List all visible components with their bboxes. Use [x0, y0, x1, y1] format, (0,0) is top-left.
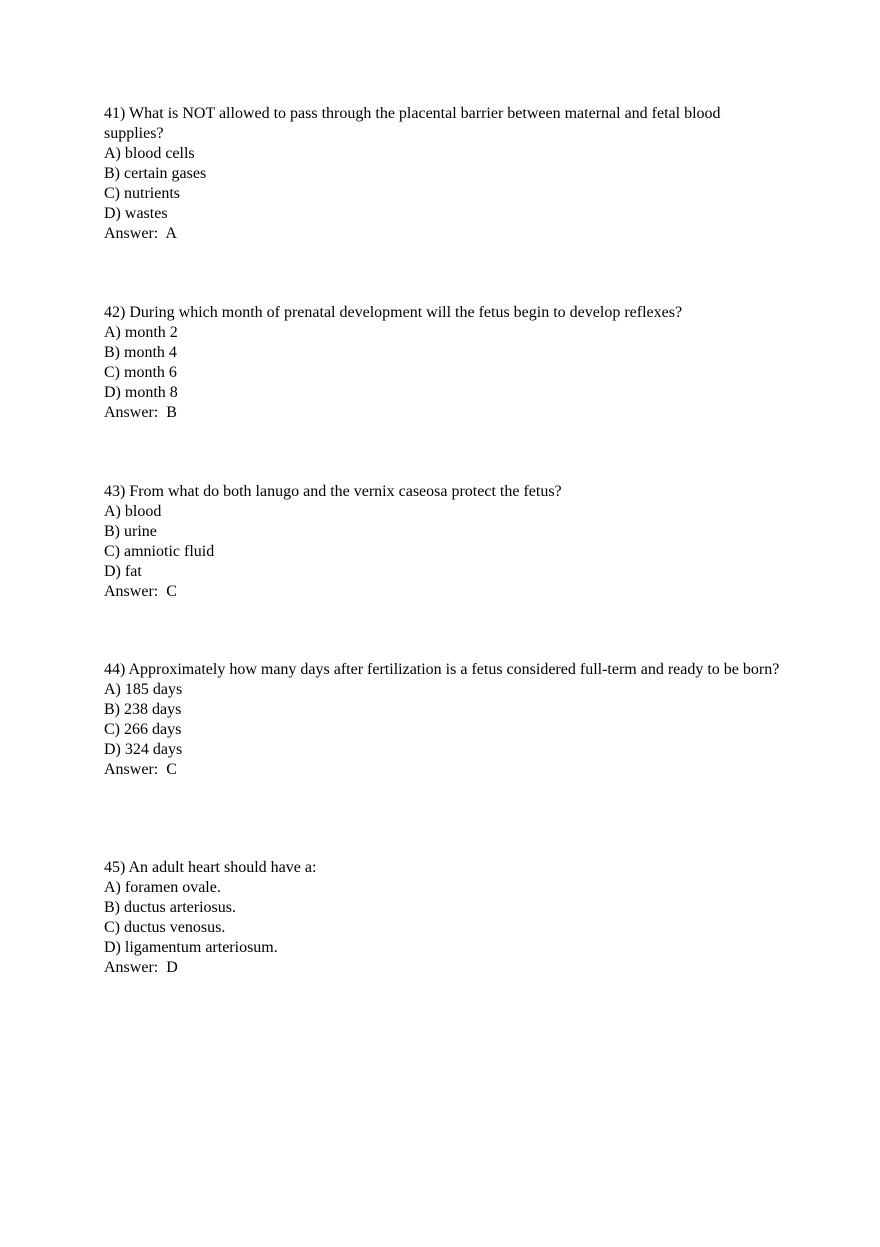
option-a: A) foramen ovale.: [104, 879, 221, 896]
question-prompt: 44) Approximately how many days after fertilization is a fetus considered full-term and ready to be born?: [104, 661, 780, 678]
question-prompt: 45) An adult heart should have a:: [104, 859, 317, 876]
option-d: D) month 8: [104, 384, 178, 401]
answer-line: Answer: B: [104, 404, 177, 421]
option-a: A) month 2: [104, 324, 178, 341]
question-prompt: 42) During which month of prenatal development will the fetus begin to develop reflexes?: [104, 304, 683, 321]
option-d: D) fat: [104, 563, 142, 580]
option-b: B) ductus arteriosus.: [104, 899, 236, 916]
option-b: B) certain gases: [104, 165, 207, 182]
answer-line: Answer: C: [104, 583, 177, 600]
question-43: [104, 482, 784, 602]
option-b: B) urine: [104, 523, 157, 540]
option-a: A) blood cells: [104, 145, 195, 162]
option-a: A) blood: [104, 503, 162, 520]
question-prompt: 41) What is NOT allowed to pass through the placental barrier between maternal and fetal blood supplies?: [104, 105, 725, 142]
option-c: C) amniotic fluid: [104, 543, 215, 560]
option-b: B) month 4: [104, 344, 177, 361]
option-d: D) wastes: [104, 205, 168, 222]
option-c: C) 266 days: [104, 721, 182, 738]
answer-line: Answer: D: [104, 959, 178, 976]
answer-line: Answer: A: [104, 225, 177, 242]
option-c: C) month 6: [104, 364, 177, 381]
option-c: C) nutrients: [104, 185, 180, 202]
answer-line: Answer: C: [104, 761, 177, 778]
option-d: D) 324 days: [104, 741, 183, 758]
question-44: [104, 660, 784, 780]
option-a: A) 185 days: [104, 681, 183, 698]
question-prompt: 43) From what do both lanugo and the vernix caseosa protect the fetus?: [104, 483, 562, 500]
question-42: [104, 303, 784, 423]
option-c: C) ductus venosus.: [104, 919, 226, 936]
option-b: B) 238 days: [104, 701, 182, 718]
question-41: [104, 104, 784, 244]
option-d: D) ligamentum arteriosum.: [104, 939, 278, 956]
question-45: [104, 858, 784, 978]
